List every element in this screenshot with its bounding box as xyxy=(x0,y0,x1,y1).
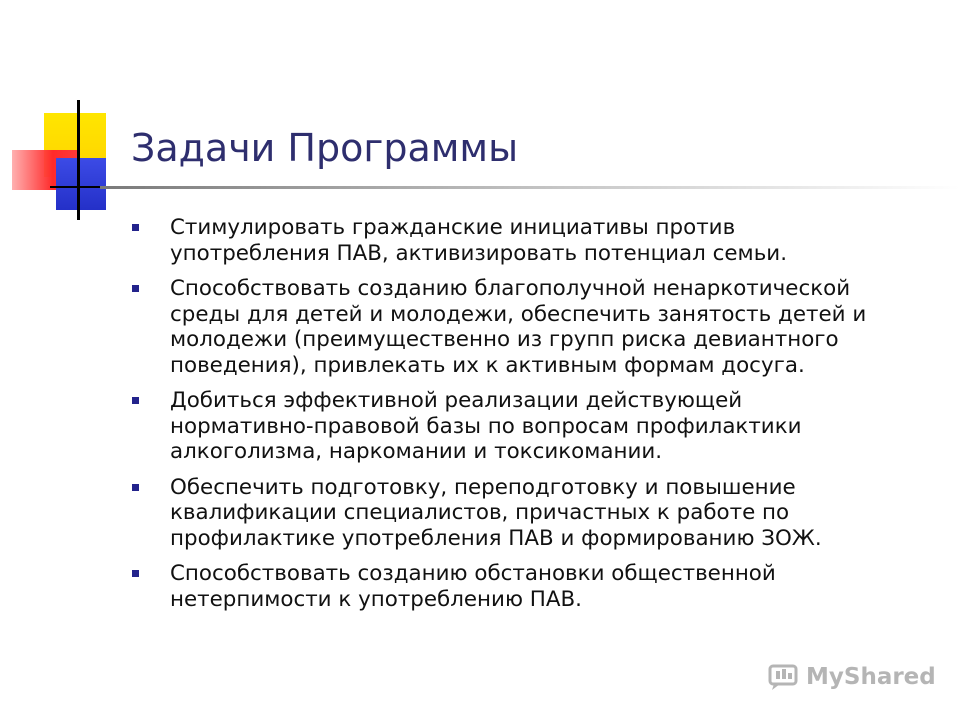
myshared-logo-icon xyxy=(768,662,800,692)
square-bullet-icon xyxy=(132,224,139,231)
list-item xyxy=(132,561,932,612)
list-item-text: Стимулировать гражданские инициативы против употребления ПАВ, активизировать потенциал семьи. xyxy=(170,215,788,266)
list-item-text: Обеспечить подготовку, переподготовку и повышение квалификации специалистов, причастных к работе по профилактике употребления ПАВ и формированию ЗОЖ. xyxy=(170,474,822,551)
list-item-text: Способствовать созданию обстановки общественной нетерпимости к употреблению ПАВ. xyxy=(170,561,776,612)
square-bullet-icon xyxy=(132,570,139,577)
list-item xyxy=(132,388,932,465)
square-bullet-icon xyxy=(132,397,139,404)
slide-title: Задачи Программы xyxy=(131,126,519,170)
bullet-list xyxy=(132,215,932,622)
list-item xyxy=(132,215,932,266)
decor-blue-square xyxy=(56,158,106,210)
square-bullet-icon xyxy=(132,484,139,491)
list-item-text: Способствовать созданию благополучной ненаркотической среды для детей и молодежи, обеспечить занятость детей и молодежи (преимущественно из групп риска девиантного поведения), привлекать их к активным формам досуга. xyxy=(170,276,867,378)
list-item-text: Добиться эффективной реализации действующей нормативно-правовой базы по вопросам профилактики алкоголизма, наркомании и токсикомании. xyxy=(170,388,802,464)
title-underline xyxy=(100,186,960,189)
watermark xyxy=(768,659,936,695)
list-item xyxy=(132,276,932,378)
list-item xyxy=(132,475,932,552)
square-bullet-icon xyxy=(132,285,139,292)
watermark-text: MyShared xyxy=(806,664,936,690)
decor-vertical-line xyxy=(77,100,80,220)
